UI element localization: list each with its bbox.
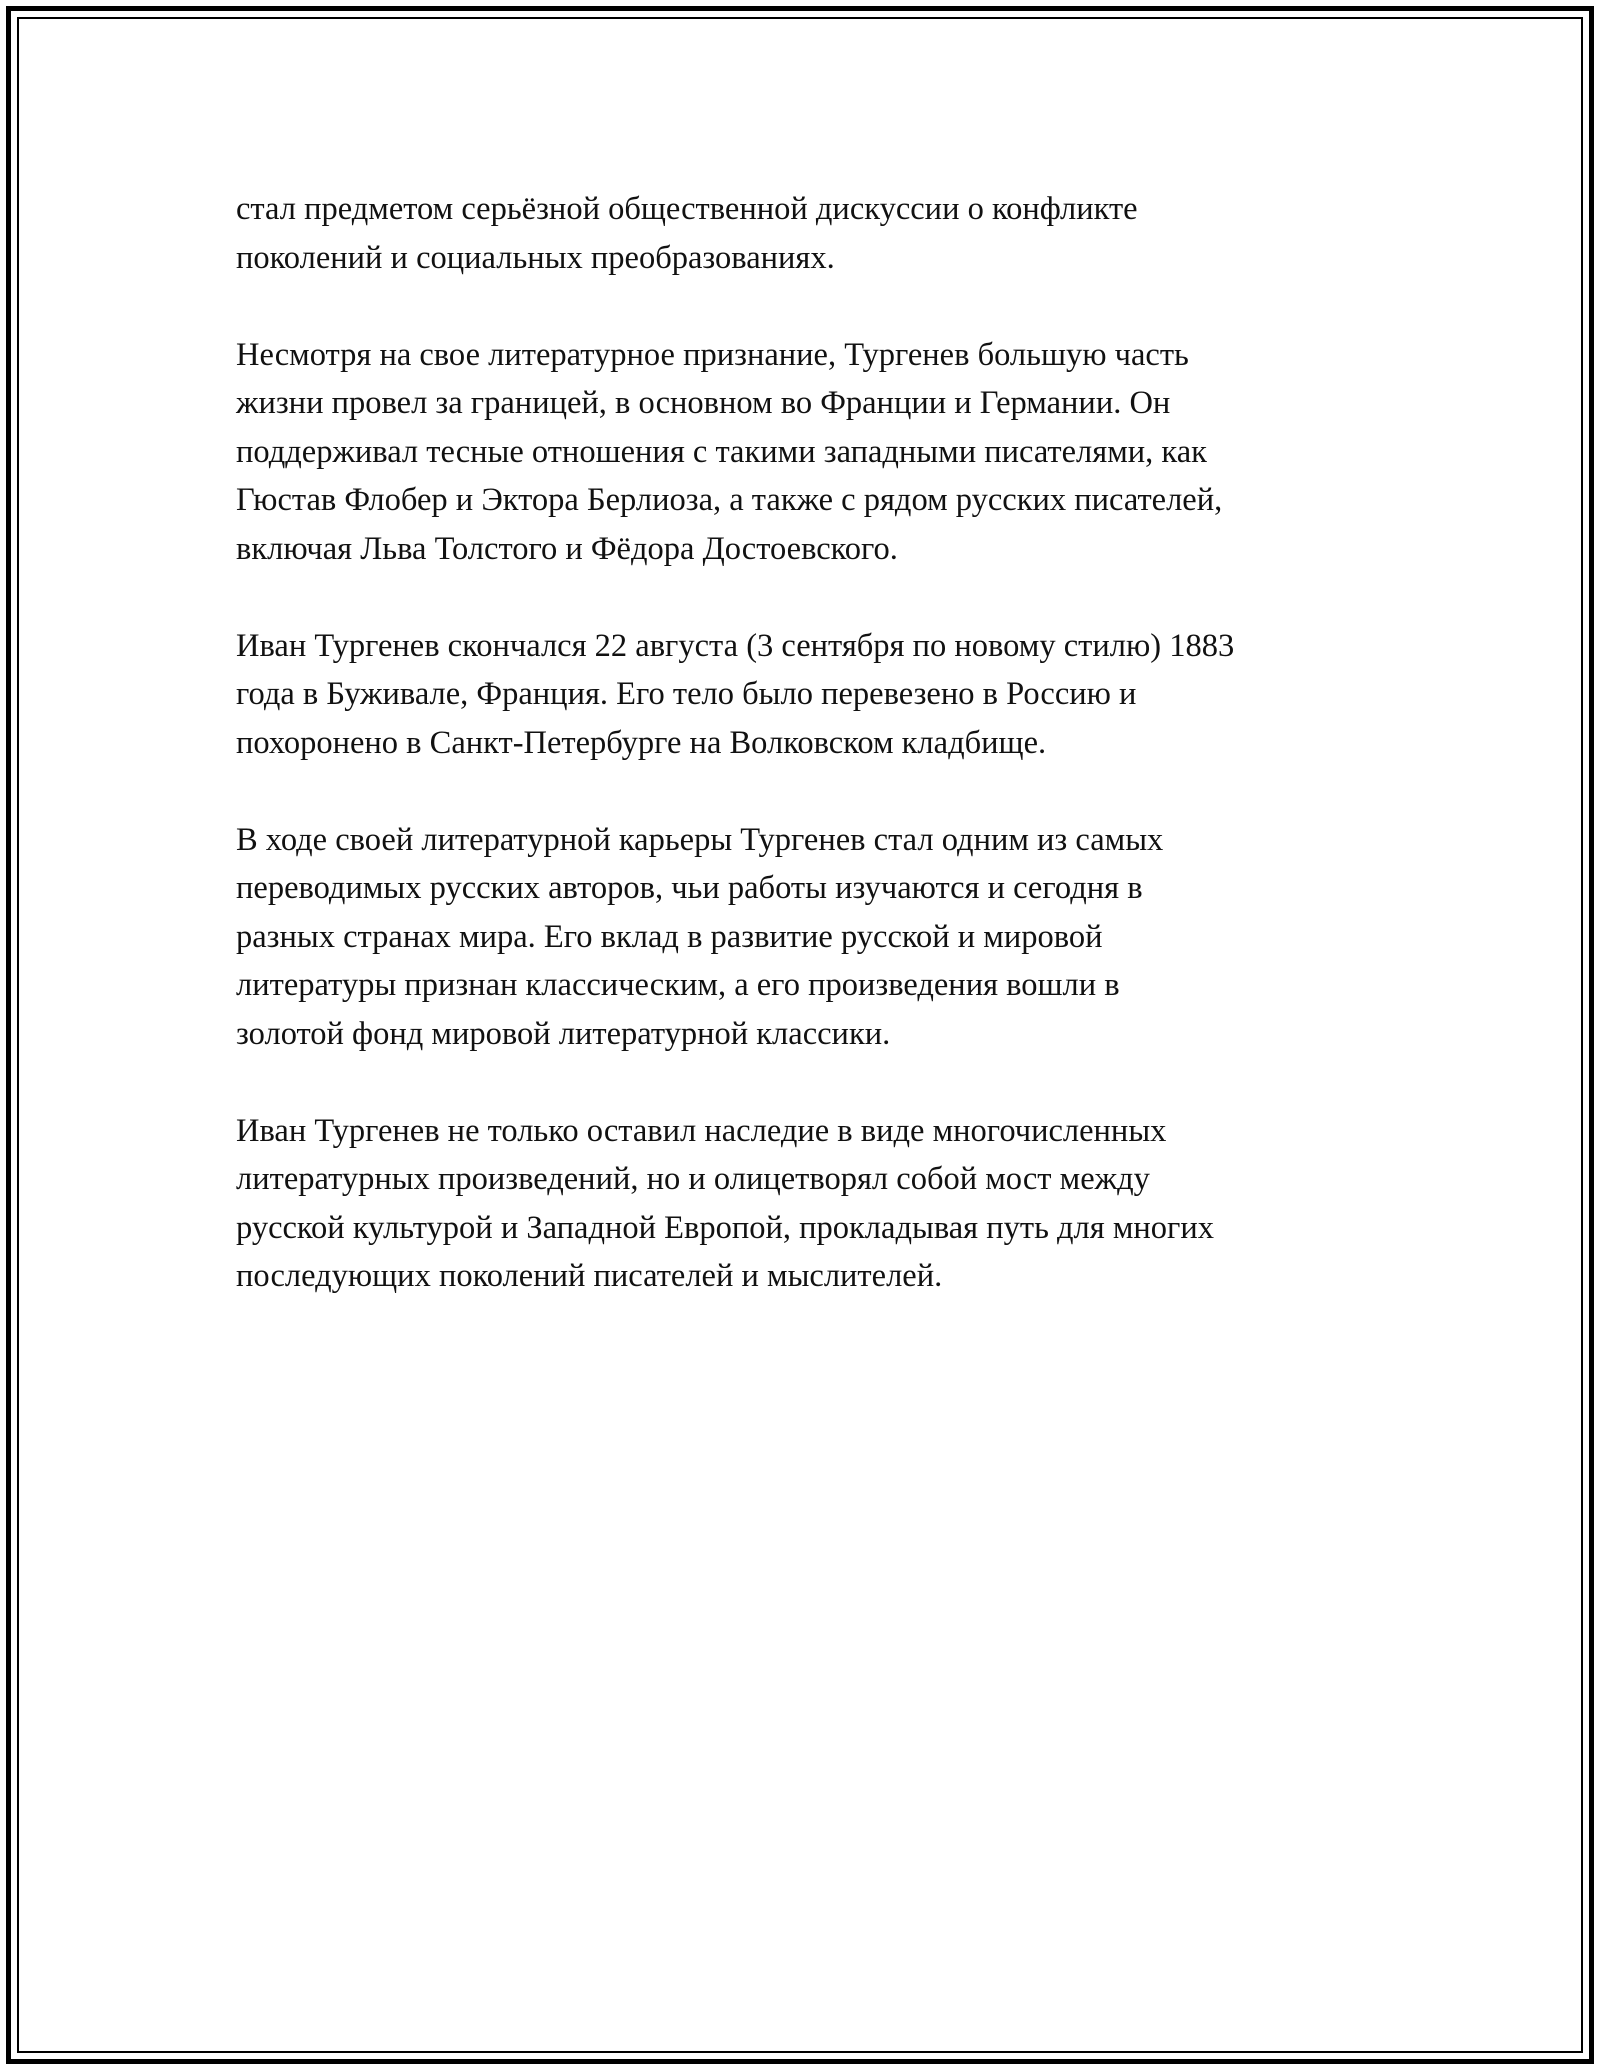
- text-line: разных странах мира. Его вклад в развитие русской и мировой: [236, 918, 1103, 955]
- text-line: поддерживал тесные отношения с такими западными писателями, как: [236, 433, 1207, 470]
- text-line: стал предметом серьёзной общественной дискуссии о конфликте: [236, 191, 1138, 227]
- paragraph-2: [236, 331, 1396, 574]
- text-line: последующих поколений писателей и мыслителей.: [236, 1258, 943, 1294]
- text-line: литературы признан классическим, а его произведения вошли в: [236, 967, 1120, 1003]
- text-line: жизни провел за границей, в основном во Франции и Германии. Он: [236, 385, 1171, 421]
- text-line: золотой фонд мировой литературной классики.: [236, 1015, 891, 1052]
- text-line: года в Буживале, Франция. Его тело было перевезено в Россию и: [236, 676, 1137, 712]
- text-line: В ходе своей литературной карьеры Тургенев стал одним из самых: [236, 821, 1164, 858]
- document-body: [236, 185, 1396, 1349]
- paragraph-5: [236, 1107, 1396, 1301]
- text-line: включая Льва Толстого и Фёдора Достоевского.: [236, 530, 898, 567]
- text-line: переводимых русских авторов, чьи работы изучаются и сегодня в: [236, 870, 1143, 906]
- text-line: поколений и социальных преобразованиях.: [236, 239, 835, 276]
- text-line: похоронено в Санкт-Петербурге на Волковском кладбище.: [236, 724, 1047, 761]
- text-line: русской культурой и Западной Европой, прокладывая путь для многих: [236, 1209, 1215, 1246]
- text-line: Гюстав Флобер и Эктора Берлиоза, а также с рядом русских писателей,: [236, 482, 1223, 518]
- text-line: Иван Тургенев скончался 22 августа (3 сентября по новому стилю) 1883: [236, 627, 1235, 664]
- paragraph-1: [236, 185, 1396, 282]
- paragraph-3: [236, 622, 1396, 768]
- paragraph-4: [236, 816, 1396, 1059]
- text-line: литературных произведений, но и олицетворял собой мост между: [236, 1161, 1150, 1197]
- text-line: Несмотря на свое литературное признание, Тургенев большую часть: [236, 336, 1189, 373]
- text-line: Иван Тургенев не только оставил наследие в виде многочисленных: [236, 1112, 1167, 1149]
